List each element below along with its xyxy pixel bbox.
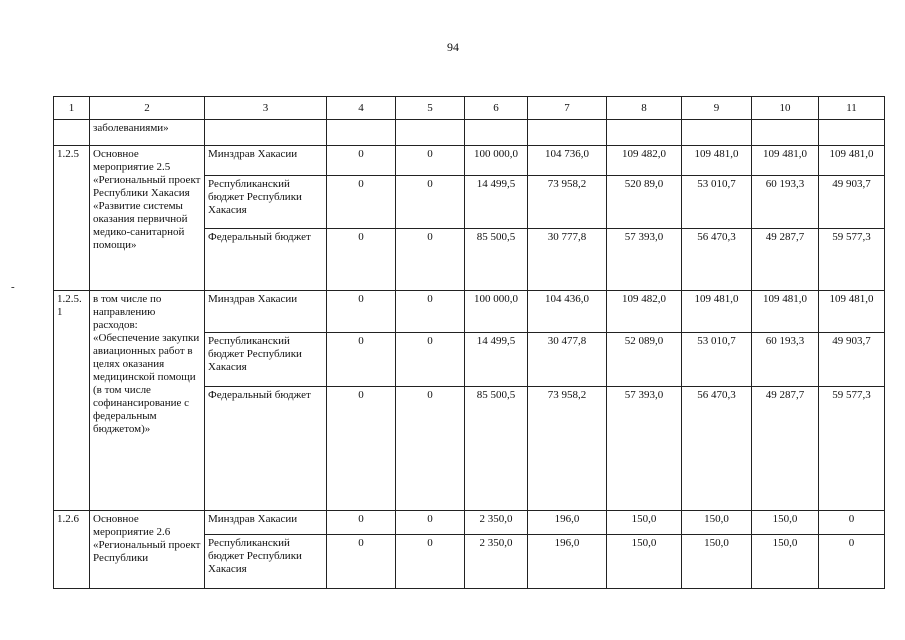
value-cell: 0 — [327, 146, 396, 176]
value-cell: 14 499,5 — [465, 333, 528, 387]
funding-source: Федеральный бюджет — [205, 387, 327, 511]
value-cell: 73 958,2 — [528, 387, 607, 511]
column-header: 4 — [327, 97, 396, 120]
value-cell: 104 736,0 — [528, 146, 607, 176]
column-header: 8 — [607, 97, 682, 120]
value-cell: 60 193,3 — [752, 333, 819, 387]
margin-mark: - — [11, 281, 15, 293]
value-cell: 0 — [819, 511, 885, 535]
value-cell: 56 470,3 — [682, 387, 752, 511]
funding-source: Федеральный бюджет — [205, 229, 327, 291]
value-cell: 0 — [327, 229, 396, 291]
value-cell: 30 477,8 — [528, 333, 607, 387]
column-header: 1 — [54, 97, 90, 120]
value-cell: 100 000,0 — [465, 291, 528, 333]
value-cell: 73 958,2 — [528, 176, 607, 229]
value-cell: 150,0 — [682, 535, 752, 589]
table-row — [54, 146, 885, 176]
column-header: 5 — [396, 97, 465, 120]
funding-source: Минздрав Хакасии — [205, 146, 327, 176]
value-cell: 109 481,0 — [682, 291, 752, 333]
budget-table — [53, 96, 885, 589]
value-cell: 57 393,0 — [607, 387, 682, 511]
value-cell: 2 350,0 — [465, 511, 528, 535]
column-header: 11 — [819, 97, 885, 120]
value-cell: 150,0 — [752, 535, 819, 589]
value-cell: 0 — [327, 333, 396, 387]
value-cell: 196,0 — [528, 511, 607, 535]
column-header: 2 — [90, 97, 205, 120]
value-cell: 109 482,0 — [607, 291, 682, 333]
value-cell: 150,0 — [752, 511, 819, 535]
continuation-text: заболеваниями» — [90, 120, 205, 146]
value-cell: 0 — [819, 535, 885, 589]
value-cell: 0 — [396, 535, 465, 589]
value-cell: 104 436,0 — [528, 291, 607, 333]
column-header: 6 — [465, 97, 528, 120]
item-number: 1.2.6 — [54, 511, 90, 589]
value-cell: 0 — [396, 176, 465, 229]
funding-source: Республиканский бюджет Республики Хакасия — [205, 333, 327, 387]
value-cell: 0 — [327, 387, 396, 511]
value-cell: 109 481,0 — [752, 291, 819, 333]
value-cell: 60 193,3 — [752, 176, 819, 229]
table-row — [54, 291, 885, 333]
value-cell: 56 470,3 — [682, 229, 752, 291]
value-cell: 0 — [396, 146, 465, 176]
column-header: 9 — [682, 97, 752, 120]
value-cell: 53 010,7 — [682, 176, 752, 229]
item-title: Основное мероприятие 2.5 «Региональный проект Республики Хакасия «Развитие системы оказания первичной медико-санитарной помощи» — [90, 146, 205, 291]
funding-source: Минздрав Хакасии — [205, 291, 327, 333]
value-cell: 0 — [327, 511, 396, 535]
item-title: Основное мероприятие 2.6 «Региональный проект Республики — [90, 511, 205, 589]
value-cell: 49 903,7 — [819, 176, 885, 229]
column-header: 10 — [752, 97, 819, 120]
funding-source: Республиканский бюджет Республики Хакасия — [205, 176, 327, 229]
value-cell: 109 481,0 — [819, 291, 885, 333]
value-cell: 150,0 — [607, 511, 682, 535]
value-cell: 109 481,0 — [682, 146, 752, 176]
value-cell: 0 — [327, 176, 396, 229]
value-cell: 49 287,7 — [752, 387, 819, 511]
value-cell: 49 287,7 — [752, 229, 819, 291]
value-cell: 0 — [396, 387, 465, 511]
value-cell: 0 — [396, 511, 465, 535]
value-cell: 49 903,7 — [819, 333, 885, 387]
value-cell: 85 500,5 — [465, 229, 528, 291]
value-cell: 109 482,0 — [607, 146, 682, 176]
value-cell: 59 577,3 — [819, 387, 885, 511]
value-cell: 85 500,5 — [465, 387, 528, 511]
column-header: 3 — [205, 97, 327, 120]
value-cell: 0 — [396, 333, 465, 387]
value-cell: 0 — [396, 229, 465, 291]
funding-source: Минздрав Хакасии — [205, 511, 327, 535]
value-cell: 0 — [396, 291, 465, 333]
page-number: 94 — [447, 40, 459, 54]
continuation-row — [54, 120, 885, 146]
value-cell: 52 089,0 — [607, 333, 682, 387]
value-cell: 109 481,0 — [752, 146, 819, 176]
value-cell: 520 89,0 — [607, 176, 682, 229]
value-cell: 150,0 — [607, 535, 682, 589]
value-cell: 53 010,7 — [682, 333, 752, 387]
value-cell: 100 000,0 — [465, 146, 528, 176]
value-cell: 109 481,0 — [819, 146, 885, 176]
item-title: в том числе по направлению расходов: «Обеспечение закупки авиационных работ в целях оказания медицинской помощи (в том числе софинансирование с федеральным бюджетом)» — [90, 291, 205, 511]
table-row — [54, 511, 885, 535]
item-number: 1.2.5 — [54, 146, 90, 291]
value-cell: 196,0 — [528, 535, 607, 589]
value-cell: 0 — [327, 535, 396, 589]
item-number: 1.2.5.1 — [54, 291, 90, 511]
value-cell: 0 — [327, 291, 396, 333]
value-cell: 30 777,8 — [528, 229, 607, 291]
value-cell: 150,0 — [682, 511, 752, 535]
value-cell: 2 350,0 — [465, 535, 528, 589]
column-header: 7 — [528, 97, 607, 120]
funding-source: Республиканский бюджет Республики Хакасия — [205, 535, 327, 589]
value-cell: 14 499,5 — [465, 176, 528, 229]
value-cell: 59 577,3 — [819, 229, 885, 291]
value-cell: 57 393,0 — [607, 229, 682, 291]
column-number-row — [54, 97, 885, 120]
